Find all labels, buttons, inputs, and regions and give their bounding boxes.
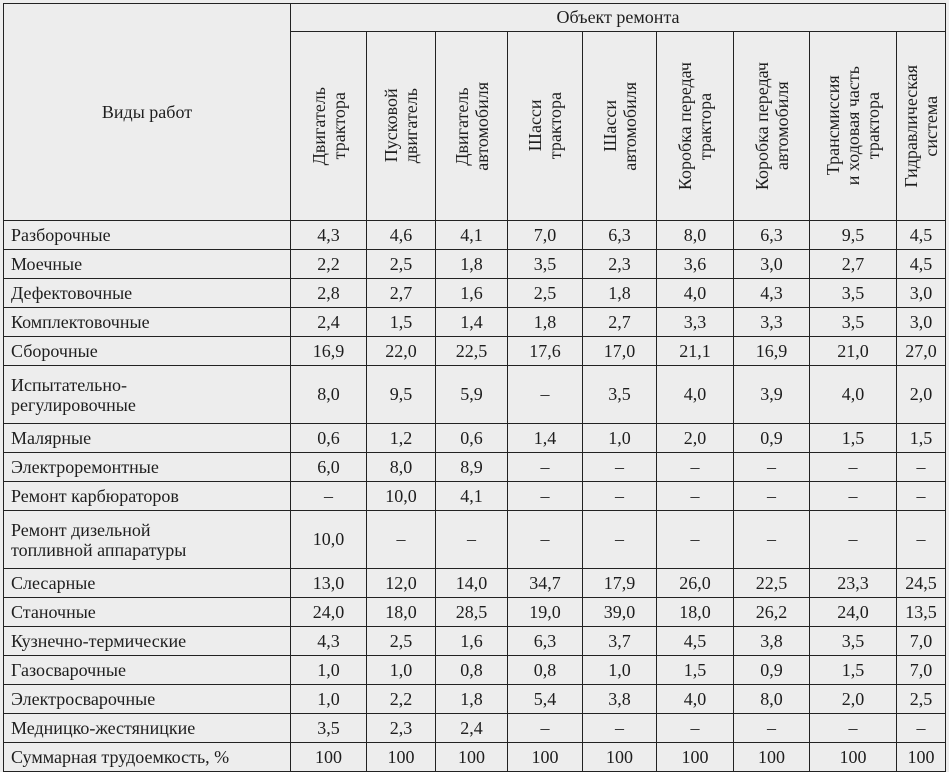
value-cell: 2,0 xyxy=(897,366,946,424)
value-cell: 13,5 xyxy=(897,598,946,627)
column-header-text xyxy=(823,66,883,185)
table-row xyxy=(4,308,946,337)
value-cell: 4,0 xyxy=(810,366,897,424)
column-header-line: Двигатель xyxy=(451,86,472,166)
value-cell: – xyxy=(508,482,583,511)
value-cell: 2,5 xyxy=(367,250,436,279)
value-cell: – xyxy=(583,482,657,511)
work-type-label: Испытательно- xyxy=(11,374,127,395)
table-row xyxy=(4,279,946,308)
value-cell: 9,5 xyxy=(367,366,436,424)
value-cell: 21,1 xyxy=(657,337,734,366)
value-cell: 9,5 xyxy=(810,221,897,250)
value-cell: – xyxy=(508,453,583,482)
value-cell: 27,0 xyxy=(897,337,946,366)
value-cell: 1,5 xyxy=(367,308,436,337)
value-cell: 16,9 xyxy=(734,337,810,366)
column-header-line: Гидравлическая xyxy=(901,64,922,188)
column-header-line: Коробка передач xyxy=(751,61,772,191)
value-cell: 8,0 xyxy=(734,685,810,714)
value-cell: 1,6 xyxy=(436,279,508,308)
value-cell: 28,5 xyxy=(436,598,508,627)
value-cell: 4,5 xyxy=(657,627,734,656)
value-cell: 6,3 xyxy=(583,221,657,250)
value-cell: 39,0 xyxy=(583,598,657,627)
value-cell: 17,9 xyxy=(583,569,657,598)
value-cell: 24,0 xyxy=(291,598,367,627)
value-cell: – xyxy=(810,714,897,743)
value-cell: 2,2 xyxy=(291,250,367,279)
value-cell: 100 xyxy=(367,743,436,772)
value-cell: 3,3 xyxy=(734,308,810,337)
column-header-line: трактора xyxy=(545,92,565,160)
value-cell: 3,9 xyxy=(734,366,810,424)
value-cell: – xyxy=(657,453,734,482)
value-cell: – xyxy=(897,482,946,511)
value-cell: 7,0 xyxy=(897,656,946,685)
value-cell: 26,0 xyxy=(657,569,734,598)
work-type-label: Комплектовочные xyxy=(11,312,150,332)
value-cell: 4,3 xyxy=(734,279,810,308)
value-cell: – xyxy=(583,714,657,743)
column-header-line: Коробка передач xyxy=(675,61,695,191)
work-type-label: Электроремонтные xyxy=(11,457,159,477)
value-cell: 1,8 xyxy=(508,308,583,337)
value-cell: 1,5 xyxy=(810,656,897,685)
table-row xyxy=(4,337,946,366)
work-type-label: Моечные xyxy=(11,254,83,274)
value-cell: 1,0 xyxy=(583,656,657,685)
work-type-cell xyxy=(4,424,291,453)
value-cell: – xyxy=(734,511,810,569)
value-cell: 2,3 xyxy=(367,714,436,743)
value-cell: 1,5 xyxy=(657,656,734,685)
value-cell: 2,5 xyxy=(367,627,436,656)
table-row xyxy=(4,569,946,598)
column-header-text xyxy=(525,92,565,159)
value-cell: – xyxy=(508,714,583,743)
column-header xyxy=(367,32,436,221)
value-cell: 3,5 xyxy=(810,308,897,337)
value-cell: 24,0 xyxy=(810,598,897,627)
value-cell: 2,5 xyxy=(508,279,583,308)
value-cell: 4,0 xyxy=(657,685,734,714)
column-header xyxy=(291,32,367,221)
work-type-label: Разборочные xyxy=(11,225,111,245)
work-type-label: топливной аппаратуры xyxy=(11,539,187,560)
value-cell: 100 xyxy=(291,743,367,772)
value-cell: 1,6 xyxy=(436,627,508,656)
column-header-line: Шасси xyxy=(599,100,620,152)
column-header-text xyxy=(600,82,640,171)
column-header-line: трактора xyxy=(328,92,349,160)
value-cell: 0,6 xyxy=(436,424,508,453)
work-type-cell xyxy=(4,453,291,482)
value-cell: 1,5 xyxy=(810,424,897,453)
work-type-cell xyxy=(4,598,291,627)
value-cell: 4,5 xyxy=(897,221,946,250)
value-cell: 0,9 xyxy=(734,656,810,685)
work-type-cell xyxy=(4,250,291,279)
column-header-text xyxy=(752,62,792,190)
table-row xyxy=(4,627,946,656)
work-type-cell xyxy=(4,569,291,598)
value-cell: 3,3 xyxy=(657,308,734,337)
column-header-line: Двигатель xyxy=(308,86,329,166)
work-type-cell xyxy=(4,627,291,656)
value-cell: 1,4 xyxy=(436,308,508,337)
value-cell: 100 xyxy=(810,743,897,772)
value-cell: – xyxy=(657,714,734,743)
value-cell: – xyxy=(810,482,897,511)
value-cell: 2,7 xyxy=(367,279,436,308)
value-cell: 3,5 xyxy=(291,714,367,743)
value-cell: – xyxy=(367,511,436,569)
table-row xyxy=(4,453,946,482)
work-type-cell xyxy=(4,511,291,569)
value-cell: 1,0 xyxy=(583,424,657,453)
value-cell: 3,5 xyxy=(508,250,583,279)
value-cell: 3,7 xyxy=(583,627,657,656)
value-cell: 3,6 xyxy=(657,250,734,279)
value-cell: 8,0 xyxy=(657,221,734,250)
value-cell: 3,0 xyxy=(897,308,946,337)
value-cell: 12,0 xyxy=(367,569,436,598)
value-cell: 22,0 xyxy=(367,337,436,366)
table-row xyxy=(4,424,946,453)
value-cell: 6,3 xyxy=(508,627,583,656)
work-type-label: Кузнечно-термические xyxy=(11,631,187,651)
group-header-cell xyxy=(291,4,946,32)
value-cell: 2,7 xyxy=(583,308,657,337)
value-cell: – xyxy=(810,453,897,482)
table-body xyxy=(4,221,946,772)
value-cell: 5,4 xyxy=(508,685,583,714)
value-cell: 3,5 xyxy=(810,279,897,308)
column-header-text xyxy=(901,65,941,188)
column-header xyxy=(810,32,897,221)
column-header-text xyxy=(675,62,715,190)
value-cell: 8,0 xyxy=(291,366,367,424)
column-header-line: автомобиля xyxy=(619,81,640,171)
work-type-cell xyxy=(4,221,291,250)
work-type-cell xyxy=(4,366,291,424)
work-type-cell xyxy=(4,337,291,366)
table-row xyxy=(4,656,946,685)
value-cell: 23,3 xyxy=(810,569,897,598)
value-cell: 17,6 xyxy=(508,337,583,366)
value-cell: 4,0 xyxy=(657,366,734,424)
value-cell: 2,4 xyxy=(436,714,508,743)
work-type-label: Электросварочные xyxy=(11,689,156,709)
value-cell: 2,2 xyxy=(367,685,436,714)
column-header-line: система xyxy=(921,95,942,157)
value-cell: 22,5 xyxy=(436,337,508,366)
column-header-text xyxy=(381,88,421,163)
value-cell: 1,8 xyxy=(436,250,508,279)
column-header-line: Пусковой xyxy=(381,89,401,163)
value-cell: – xyxy=(810,511,897,569)
value-cell: 17,0 xyxy=(583,337,657,366)
work-type-label: Ремонт карбюраторов xyxy=(11,486,179,506)
column-header xyxy=(897,32,946,221)
value-cell: 1,8 xyxy=(436,685,508,714)
table-row xyxy=(4,598,946,627)
table-row xyxy=(4,685,946,714)
value-cell: 10,0 xyxy=(291,511,367,569)
work-type-label: Слесарные xyxy=(11,573,96,593)
value-cell: 24,5 xyxy=(897,569,946,598)
value-cell: 4,3 xyxy=(291,221,367,250)
value-cell: 4,0 xyxy=(657,279,734,308)
value-cell: 100 xyxy=(657,743,734,772)
value-cell: – xyxy=(734,482,810,511)
value-cell: 2,8 xyxy=(291,279,367,308)
value-cell: 16,9 xyxy=(291,337,367,366)
value-cell: 8,9 xyxy=(436,453,508,482)
value-cell: 0,9 xyxy=(734,424,810,453)
labor-distribution-table xyxy=(3,3,946,772)
table-row xyxy=(4,221,946,250)
value-cell: – xyxy=(657,482,734,511)
value-cell: 18,0 xyxy=(657,598,734,627)
work-type-cell xyxy=(4,714,291,743)
work-type-label: регулировочные xyxy=(11,394,136,415)
value-cell: – xyxy=(436,511,508,569)
value-cell: 6,0 xyxy=(291,453,367,482)
value-cell: 4,3 xyxy=(291,627,367,656)
value-cell: – xyxy=(897,511,946,569)
work-type-cell xyxy=(4,308,291,337)
work-type-label: Ремонт дизельной xyxy=(11,519,151,540)
table-row xyxy=(4,482,946,511)
column-header-line: Трансмиссия xyxy=(823,76,843,176)
value-cell: – xyxy=(897,714,946,743)
column-header-line: трактора xyxy=(695,92,715,160)
column-header xyxy=(657,32,734,221)
work-type-cell xyxy=(4,685,291,714)
work-type-label: Медницко-жестяницкие xyxy=(11,718,196,738)
value-cell: – xyxy=(583,453,657,482)
value-cell: 7,0 xyxy=(897,627,946,656)
table-row xyxy=(4,714,946,743)
value-cell: 1,4 xyxy=(508,424,583,453)
value-cell: 4,1 xyxy=(436,482,508,511)
value-cell: 5,9 xyxy=(436,366,508,424)
value-cell: 2,3 xyxy=(583,250,657,279)
table-row xyxy=(4,250,946,279)
value-cell: 3,0 xyxy=(897,279,946,308)
value-cell: 4,6 xyxy=(367,221,436,250)
column-header-text xyxy=(452,82,492,171)
value-cell: 18,0 xyxy=(367,598,436,627)
work-type-cell xyxy=(4,279,291,308)
value-cell: 21,0 xyxy=(810,337,897,366)
value-cell: 13,0 xyxy=(291,569,367,598)
value-cell: 6,3 xyxy=(734,221,810,250)
value-cell: 1,0 xyxy=(291,656,367,685)
work-type-label: Станочные xyxy=(11,602,96,622)
value-cell: 7,0 xyxy=(508,221,583,250)
value-cell: 19,0 xyxy=(508,598,583,627)
work-type-cell xyxy=(4,656,291,685)
table-row xyxy=(4,743,946,772)
row-header-label: Виды работ xyxy=(101,101,193,122)
column-header-line: двигатель xyxy=(401,88,421,164)
value-cell: 2,7 xyxy=(810,250,897,279)
table-row xyxy=(4,366,946,424)
value-cell: 4,1 xyxy=(436,221,508,250)
column-header xyxy=(436,32,508,221)
work-type-label: Сборочные xyxy=(11,341,98,361)
value-cell: 2,0 xyxy=(657,424,734,453)
value-cell: – xyxy=(897,453,946,482)
work-type-cell xyxy=(4,482,291,511)
column-header-line: автомобиля xyxy=(471,81,492,171)
column-header xyxy=(508,32,583,221)
value-cell: 2,4 xyxy=(291,308,367,337)
value-cell: – xyxy=(657,511,734,569)
column-header xyxy=(583,32,657,221)
value-cell: 4,5 xyxy=(897,250,946,279)
value-cell: 3,8 xyxy=(734,627,810,656)
value-cell: 1,0 xyxy=(367,656,436,685)
value-cell: 14,0 xyxy=(436,569,508,598)
value-cell: 10,0 xyxy=(367,482,436,511)
value-cell: 0,8 xyxy=(436,656,508,685)
column-header-line: автомобиля xyxy=(771,81,792,171)
work-type-label: Суммарная трудоемкость, % xyxy=(11,747,230,767)
value-cell: 3,8 xyxy=(583,685,657,714)
value-cell: 2,0 xyxy=(810,685,897,714)
value-cell: 1,2 xyxy=(367,424,436,453)
value-cell: – xyxy=(734,453,810,482)
value-cell: 1,5 xyxy=(897,424,946,453)
value-cell: – xyxy=(734,714,810,743)
value-cell: 22,5 xyxy=(734,569,810,598)
value-cell: – xyxy=(583,511,657,569)
column-header-line: трактора xyxy=(863,92,883,160)
value-cell: – xyxy=(291,482,367,511)
value-cell: 100 xyxy=(583,743,657,772)
value-cell: 2,5 xyxy=(897,685,946,714)
value-cell: 34,7 xyxy=(508,569,583,598)
value-cell: 0,8 xyxy=(508,656,583,685)
group-header-label: Объект ремонта xyxy=(556,7,680,27)
table-row xyxy=(4,511,946,569)
value-cell: 100 xyxy=(436,743,508,772)
value-cell: 100 xyxy=(734,743,810,772)
value-cell: 1,0 xyxy=(291,685,367,714)
value-cell: 100 xyxy=(508,743,583,772)
value-cell: 26,2 xyxy=(734,598,810,627)
value-cell: 0,6 xyxy=(291,424,367,453)
column-header-text xyxy=(309,87,349,165)
value-cell: – xyxy=(508,511,583,569)
value-cell: 1,8 xyxy=(583,279,657,308)
work-type-label: Малярные xyxy=(11,428,92,448)
column-header-line: Шасси xyxy=(525,100,545,152)
value-cell: 3,5 xyxy=(810,627,897,656)
work-type-label: Дефектовочные xyxy=(11,283,133,303)
value-cell: 8,0 xyxy=(367,453,436,482)
value-cell: 3,0 xyxy=(734,250,810,279)
row-header-cell xyxy=(4,4,291,221)
column-header-line: и ходовая часть xyxy=(843,66,863,186)
work-type-cell xyxy=(4,743,291,772)
value-cell: – xyxy=(508,366,583,424)
value-cell: 3,5 xyxy=(583,366,657,424)
value-cell: 100 xyxy=(897,743,946,772)
work-type-label: Газосварочные xyxy=(11,660,126,680)
column-header xyxy=(734,32,810,221)
